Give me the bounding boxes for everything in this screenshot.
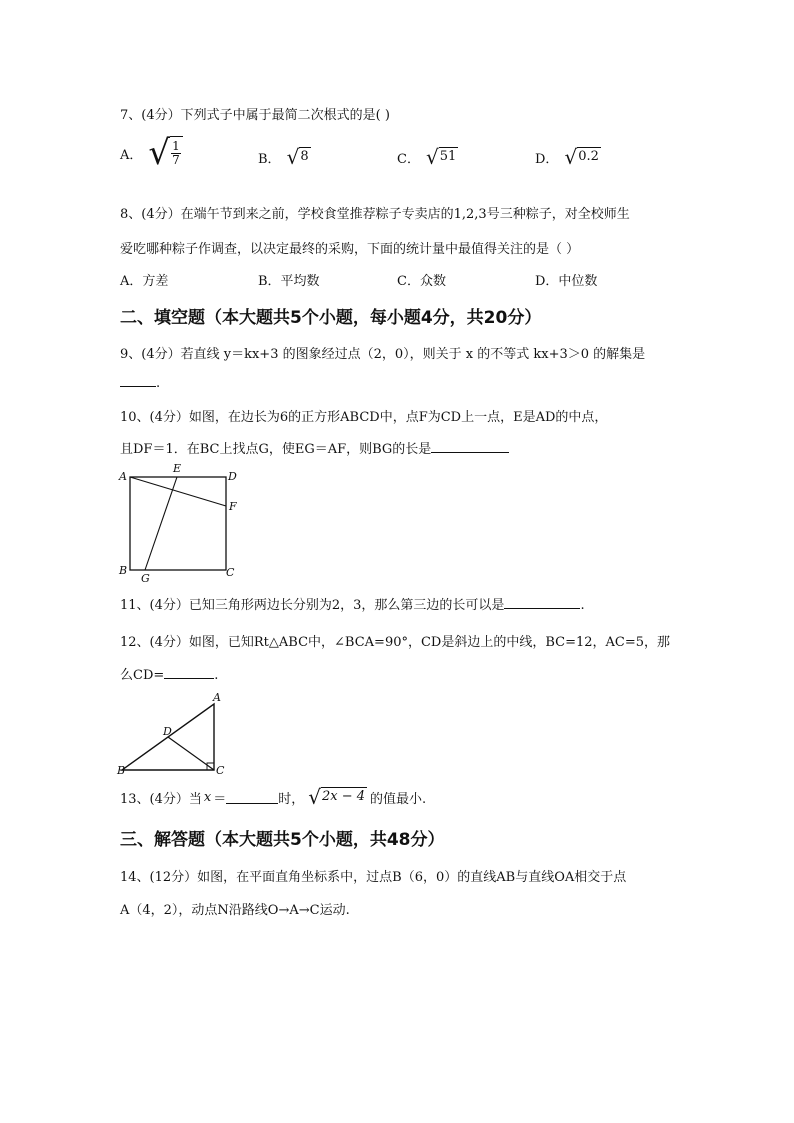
q8-option-c: C．众数 [397, 274, 446, 289]
q11-text: 11、(4分）已知三角形两边长分别为2，3，那么第三边的长可以是 [120, 598, 505, 613]
q7-b-radicand: 8 [299, 147, 310, 167]
q9-line2 [120, 374, 160, 391]
label-d: D [228, 470, 237, 483]
q8-line2: 爱吃哪种粽子作调查，以决定最终的采购，下面的统计量中最值得关注的是（ ） [120, 242, 580, 257]
q8-line1: 8、(4分）在端午节到来之前，学校食堂推荐粽子专卖店的1,2,3号三种粽子，对全校师生 [120, 207, 630, 222]
label-b: B [117, 764, 126, 776]
q7-a-numerator: 1 [172, 139, 180, 153]
label-g: G [141, 572, 150, 585]
q12-end: . [214, 668, 219, 683]
q10-answer-blank [431, 440, 509, 453]
radical-sign-icon: √ [148, 133, 171, 173]
q9-line1: 9、(4分）若直线 y＝kx+3 的图象经过点（2，0），则关于 x 的不等式 kx+3＞0 的解集是 [120, 347, 646, 362]
q12-line2 [120, 664, 218, 683]
q7-option-c [397, 147, 458, 167]
q8-option-d: D．中位数 [535, 274, 598, 289]
q12-triangle-figure [114, 690, 234, 776]
q9-end: . [156, 376, 161, 391]
label-a: A [119, 470, 127, 483]
q12-line2-text: 么CD= [120, 668, 165, 683]
q10-line2-text: 且DF＝1．在BC上找点G，使EG＝AF，则BG的长是 [120, 442, 432, 457]
q13-radicand: 2x − 4 [321, 787, 367, 807]
q13-pre: 13、(4分）当 [120, 791, 202, 807]
q7-option-d [535, 147, 601, 167]
q13-line [120, 787, 426, 807]
radical-sign-icon: √ [308, 785, 322, 809]
radical-sign-icon: √ [286, 145, 300, 169]
q14-line1: 14、(12分）如图，在平面直角坐标系中，过点B（6，0）的直线AB与直线OA相交于点 [120, 870, 627, 885]
q7-d-radicand: 0.2 [577, 147, 601, 167]
label-c: C [216, 764, 225, 776]
q14-line2: A（4，2），动点N沿路线O→A→C运动. [120, 903, 350, 918]
q7-option-a [120, 133, 183, 173]
label-f: F [229, 500, 237, 513]
q10-line2 [120, 438, 509, 457]
q13-equals: ＝ [213, 791, 227, 807]
q12-answer-blank [164, 666, 214, 679]
q7-option-b [258, 147, 311, 167]
label-e: E [173, 462, 182, 475]
q13-answer-blank [226, 791, 278, 804]
section-heading-fill-in: 二、填空题（本大题共5个小题，每小题4分，共20分） [120, 308, 542, 328]
radical-sign-icon: √ [564, 145, 578, 169]
q11-line [120, 594, 585, 613]
q10-square-figure [116, 458, 246, 586]
q10-line1: 10、(4分）如图，在边长为6的正方形ABCD中，点F为CD上一点，E是AD的中点， [120, 410, 608, 425]
q13-mid: 时， [278, 791, 305, 807]
q7-option-a-label: A． [120, 147, 143, 163]
label-d: D [163, 725, 172, 738]
q8-option-a: A．方差 [120, 274, 169, 289]
segment-eg [145, 477, 177, 570]
label-b: B [119, 564, 128, 577]
q7-option-c-label: C． [397, 151, 420, 167]
q7-option-d-label: D． [535, 151, 559, 167]
q7-a-denominator: 7 [172, 153, 180, 168]
q11-end: . [580, 598, 585, 613]
label-a: A [213, 691, 221, 704]
q7-option-a-radical [148, 133, 182, 173]
q13-variable: x [203, 789, 212, 805]
segment-af [130, 477, 226, 506]
q7-text: 7、(4分）下列式子中属于最简二次根式的是( ) [120, 108, 390, 123]
section-heading-solutions: 三、解答题（本大题共5个小题，共48分） [120, 830, 445, 850]
q13-post: 的值最小. [370, 791, 427, 807]
q9-answer-blank [120, 374, 156, 387]
radical-sign-icon: √ [425, 145, 439, 169]
q11-answer-blank [504, 596, 580, 609]
label-c: C [226, 566, 235, 579]
q12-line1: 12、(4分）如图，已知Rt△ABC中，∠BCA=90°，CD是斜边上的中线，BC=12，AC=5，那 [120, 635, 671, 650]
q8-option-b: B．平均数 [258, 274, 320, 289]
q7-option-b-label: B． [258, 151, 281, 167]
q7-c-radicand: 51 [439, 147, 459, 167]
